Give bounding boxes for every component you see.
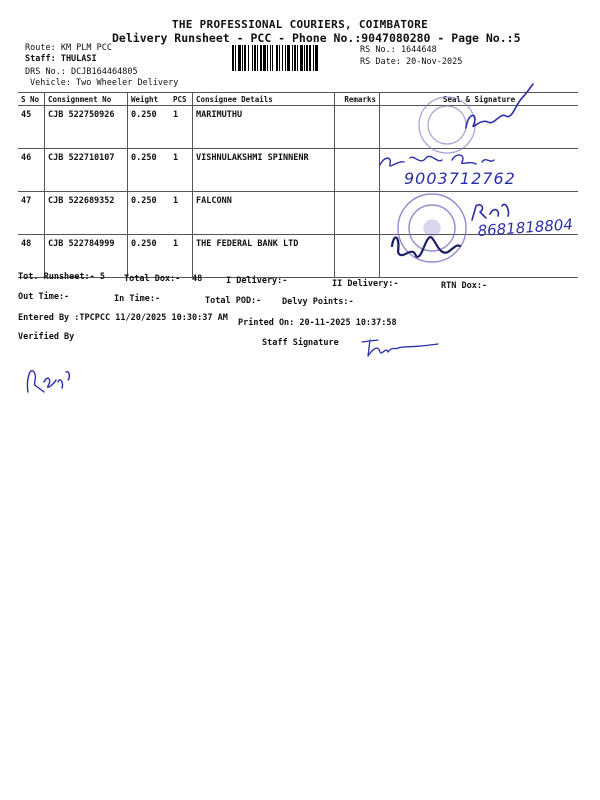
cell-sno: 47 (18, 192, 45, 235)
col-header-seal: Seal & Signature (380, 93, 579, 106)
cell-weight: 0.250 (128, 235, 171, 278)
route-label: Route: KM PLM PCC (25, 43, 112, 53)
ii-delivery-label: II Delivery:- (332, 279, 399, 289)
cell-weight: 0.250 (128, 192, 171, 235)
total-pod-label: Total POD:- (205, 296, 262, 306)
staff-label: Staff: THULASI (25, 54, 97, 64)
vehicle-label: Vehicle: Two Wheeler Delivery (30, 78, 179, 88)
cell-pcs: 1 (170, 106, 193, 149)
handwritten-name (380, 155, 494, 166)
in-time-label: In Time:- (114, 294, 161, 304)
total-dox-label: Total Dox:- (124, 274, 181, 284)
verified-by-label: Verified By (18, 332, 75, 342)
col-header-weight: Weight (128, 93, 171, 106)
cell-consignment: CJB 522710107 (45, 149, 128, 192)
handwritten-signature (392, 237, 460, 257)
rs-date: RS Date: 20-Nov-2025 (360, 57, 463, 67)
verified-signature-ink (27, 371, 69, 392)
handwritten-phone-46: 9003712762 (404, 169, 516, 188)
drs-number: DRS No.: DCJB164464805 (25, 67, 138, 77)
i-delivery-label: I Delivery:- (226, 276, 288, 286)
total-dox-value: 48 (192, 274, 203, 284)
company-title: THE PROFESSIONAL COURIERS, COIMBATORE (171, 18, 429, 31)
total-runsheet: Tot. Runsheet:- 5 (18, 272, 105, 282)
cell-consignment: CJB 522689352 (45, 192, 128, 235)
cell-consignee: THE FEDERAL BANK LTD (193, 235, 335, 278)
handwritten-phone-48: 8681818804 (477, 215, 574, 240)
cell-weight: 0.250 (128, 149, 171, 192)
rtn-dox-label: RTN Dox:- (441, 281, 488, 291)
rs-number: RS No.: 1644648 (360, 45, 437, 55)
cell-pcs: 1 (170, 235, 193, 278)
cell-sno: 48 (18, 235, 45, 278)
col-header-consignee: Consignee Details (193, 93, 335, 106)
col-header-sno: S No (18, 93, 45, 106)
handwritten-initials (472, 204, 509, 220)
staff-signature-ink (362, 340, 438, 356)
cell-consignment: CJB 522784999 (45, 235, 128, 278)
cell-pcs: 1 (170, 149, 193, 192)
col-header-pcs: PCS (170, 93, 193, 106)
out-time-label: Out Time:- (18, 292, 70, 302)
handwritten-signature (466, 84, 533, 128)
col-header-remarks: Remarks (335, 93, 380, 106)
cell-sno: 46 (18, 149, 45, 192)
col-header-consignment: Consignment No (45, 93, 128, 106)
cell-consignee: VISHNULAKSHMI SPINNENR (193, 149, 335, 192)
printed-on: Printed On: 20-11-2025 10:37:58 (238, 318, 397, 328)
delivery-points-label: Delvy Points:- (282, 297, 354, 307)
cell-weight: 0.250 (128, 106, 171, 149)
cell-consignment: CJB 522750926 (45, 106, 128, 149)
entered-by: Entered By :TPCPCC 11/20/2025 10:30:37 AM (18, 313, 228, 323)
runsheet-subtitle: Delivery Runsheet - PCC - Phone No.:9047080280 - Page No.:5 (112, 31, 521, 45)
cell-consignee: FALCONN (193, 192, 335, 235)
cell-consignee: MARIMUTHU (193, 106, 335, 149)
cell-pcs: 1 (170, 192, 193, 235)
cell-sno: 45 (18, 106, 45, 149)
staff-signature-label: Staff Signature (262, 338, 339, 348)
